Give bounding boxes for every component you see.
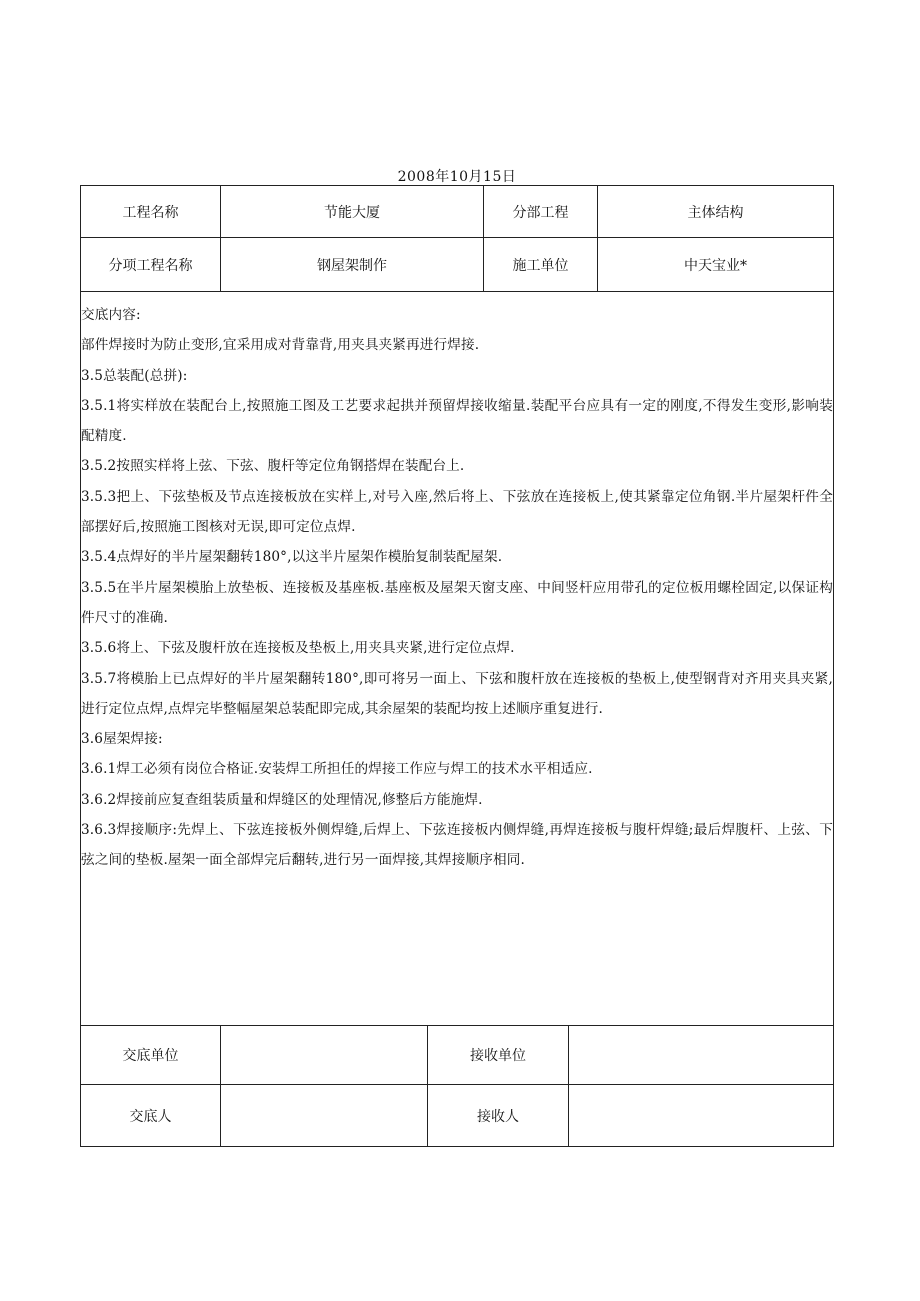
project-name-label: 工程名称 (81, 186, 221, 237)
content-paragraph: 3.6屋架焊接: (81, 731, 163, 748)
issuer-unit-value[interactable] (221, 1026, 428, 1084)
project-name-value: 节能大厦 (221, 186, 484, 237)
content-paragraph: 部件焊接时为防止变形,宜采用成对背靠背,用夹具夹紧再进行焊接. (81, 337, 480, 354)
content-paragraph: 3.5.1将实样放在装配台上,按照施工图及工艺要求起拱并预留焊接收缩量.装配平台应具有一定的刚度,不得发生变形,影响装配精度. (81, 397, 833, 445)
footer-row-1 (81, 1026, 833, 1085)
content-paragraph: 3.5.3把上、下弦垫板及节点连接板放在实样上,对号入座,然后将上、下弦放在连接板上,使其紧靠定位角钢.半片屋架杆件全部摆好后,按照施工图核对无误,即可定位点焊. (81, 488, 833, 536)
content-paragraph: 3.6.3焊接顺序:先焊上、下弦连接板外侧焊缝,后焊上、下弦连接板内侧焊缝,再焊连接板与腹杆焊缝;最后焊腹杆、上弦、下弦之间的垫板.屋架一面全部焊完后翻转,进行另一面焊接,其焊接顺序相同. (81, 822, 833, 869)
issuer-unit-label: 交底单位 (81, 1026, 221, 1084)
content-paragraph: 3.5.6将上、下弦及腹杆放在连接板及垫板上,用夹具夹紧,进行定位点焊. (81, 640, 515, 657)
receiver-label: 接收人 (428, 1085, 569, 1146)
subitem-value: 钢屋架制作 (221, 238, 484, 291)
document-date: 2008年10月15日 (397, 169, 517, 185)
contractor-label: 施工单位 (484, 238, 598, 291)
subitem-label: 分项工程名称 (81, 238, 221, 291)
content-paragraph: 3.5.4点焊好的半片屋架翻转180°,以这半片屋架作模胎复制装配屋架. (81, 549, 503, 566)
content-paragraph: 3.5.7将模胎上已点焊好的半片屋架翻转180°,即可将另一面上、下弦和腹杆放在连接板的垫板上,使型钢背对齐用夹具夹紧,进行定位点焊,点焊完毕整幅屋架总装配即完成,其余屋架的装配均按上述顺序重复进行. (81, 670, 833, 717)
receiver-value[interactable] (569, 1085, 833, 1146)
disclosure-content (81, 292, 833, 1026)
issuer-value[interactable] (221, 1085, 428, 1146)
contractor-value: 中天宝业* (684, 257, 747, 274)
division-value: 主体结构 (687, 204, 744, 221)
content-paragraph: 3.6.1焊工必须有岗位合格证.安装焊工所担任的焊接工作应与焊工的技术水平相适应. (81, 761, 593, 778)
disclosure-form (80, 185, 834, 1147)
content-paragraph: 3.5总装配(总拼): (81, 367, 188, 384)
header-row-1 (81, 186, 833, 238)
issuer-label: 交底人 (81, 1085, 221, 1146)
content-heading: 交底内容: (81, 307, 141, 323)
content-paragraph: 3.5.5在半片屋架模胎上放垫板、连接板及基座板.基座板及屋架天窗支座、中间竖杆应用带孔的定位板用螺栓固定,以保证构件尺寸的准确. (81, 579, 833, 626)
footer-row-2 (81, 1085, 833, 1146)
receiver-unit-value[interactable] (569, 1026, 833, 1084)
content-paragraph: 3.5.2按照实样将上弦、下弦、腹杆等定位角钢搭焊在装配台上. (81, 458, 465, 475)
receiver-unit-label: 接收单位 (428, 1026, 569, 1084)
header-row-2 (81, 238, 833, 292)
division-label: 分部工程 (484, 186, 598, 237)
content-paragraph: 3.6.2焊接前应复查组装质量和焊缝区的处理情况,修整后方能施焊. (81, 791, 483, 808)
